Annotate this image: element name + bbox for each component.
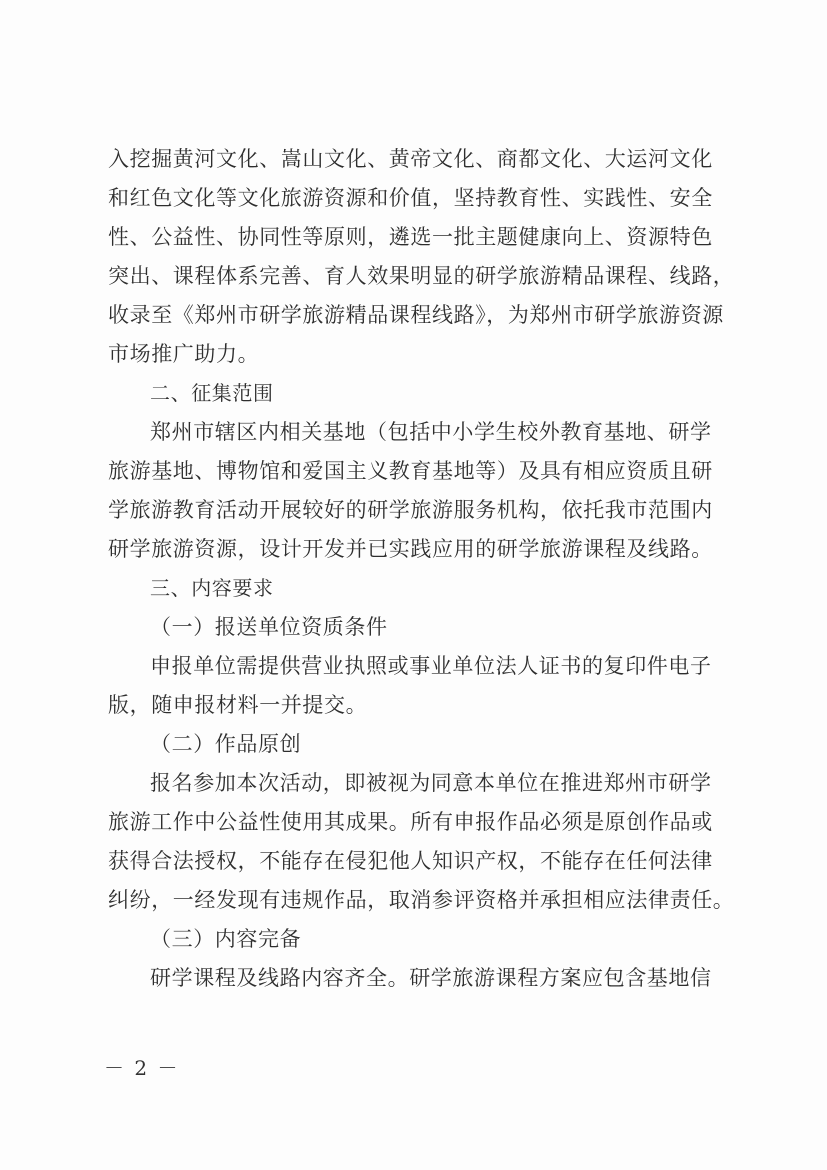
- paragraph-line: 版，随申报材料一并提交。: [108, 693, 368, 717]
- paragraph-line: 突出、课程体系完善、育人效果明显的研学旅游精品课程、线路，: [108, 264, 735, 288]
- paragraph-line: 入挖掘黄河文化、嵩山文化、黄帝文化、商都文化、大运河文化: [108, 147, 713, 171]
- paragraph-line: 研学课程及线路内容齐全。研学旅游课程方案应包含基地信: [150, 966, 712, 990]
- subsection-heading-originality: （二）作品原创: [150, 732, 302, 756]
- paragraph-line: 学旅游教育活动开展较好的研学旅游服务机构，依托我市范围内: [108, 498, 713, 522]
- section-heading-scope: 二、征集范围: [150, 381, 274, 405]
- paragraph-line: 和红色文化等文化旅游资源和价值，坚持教育性、实践性、安全: [108, 186, 713, 210]
- page-number: － 2 －: [104, 1056, 180, 1080]
- paragraph-line: 申报单位需提供营业执照或事业单位法人证书的复印件电子: [150, 654, 712, 678]
- paragraph-line: 研学旅游资源，设计开发并已实践应用的研学旅游课程及线路。: [108, 537, 713, 561]
- paragraph-line: 获得合法授权，不能存在侵犯他人知识产权，不能存在任何法律: [108, 849, 713, 873]
- section-heading-requirements: 三、内容要求: [150, 576, 274, 600]
- subsection-heading-completeness: （三）内容完备: [150, 927, 302, 951]
- paragraph-line: 报名参加本次活动，即被视为同意本单位在推进郑州市研学: [150, 771, 712, 795]
- subsection-heading-qualification: （一）报送单位资质条件: [150, 615, 388, 639]
- paragraph-line: 旅游基地、博物馆和爱国主义教育基地等）及具有相应资质且研: [108, 459, 713, 483]
- paragraph-line: 纠纷，一经发现有违规作品，取消参评资格并承担相应法律责任。: [108, 888, 735, 912]
- paragraph-line: 旅游工作中公益性使用其成果。所有申报作品必须是原创作品或: [108, 810, 713, 834]
- paragraph-line: 收录至《郑州市研学旅游精品课程线路》，为郑州市研学旅游资源: [108, 303, 724, 327]
- paragraph-line: 市场推广助力。: [108, 342, 260, 366]
- paragraph-line: 郑州市辖区内相关基地（包括中小学生校外教育基地、研学: [150, 420, 712, 444]
- paragraph-line: 性、公益性、协同性等原则，遴选一批主题健康向上、资源特色: [108, 225, 713, 249]
